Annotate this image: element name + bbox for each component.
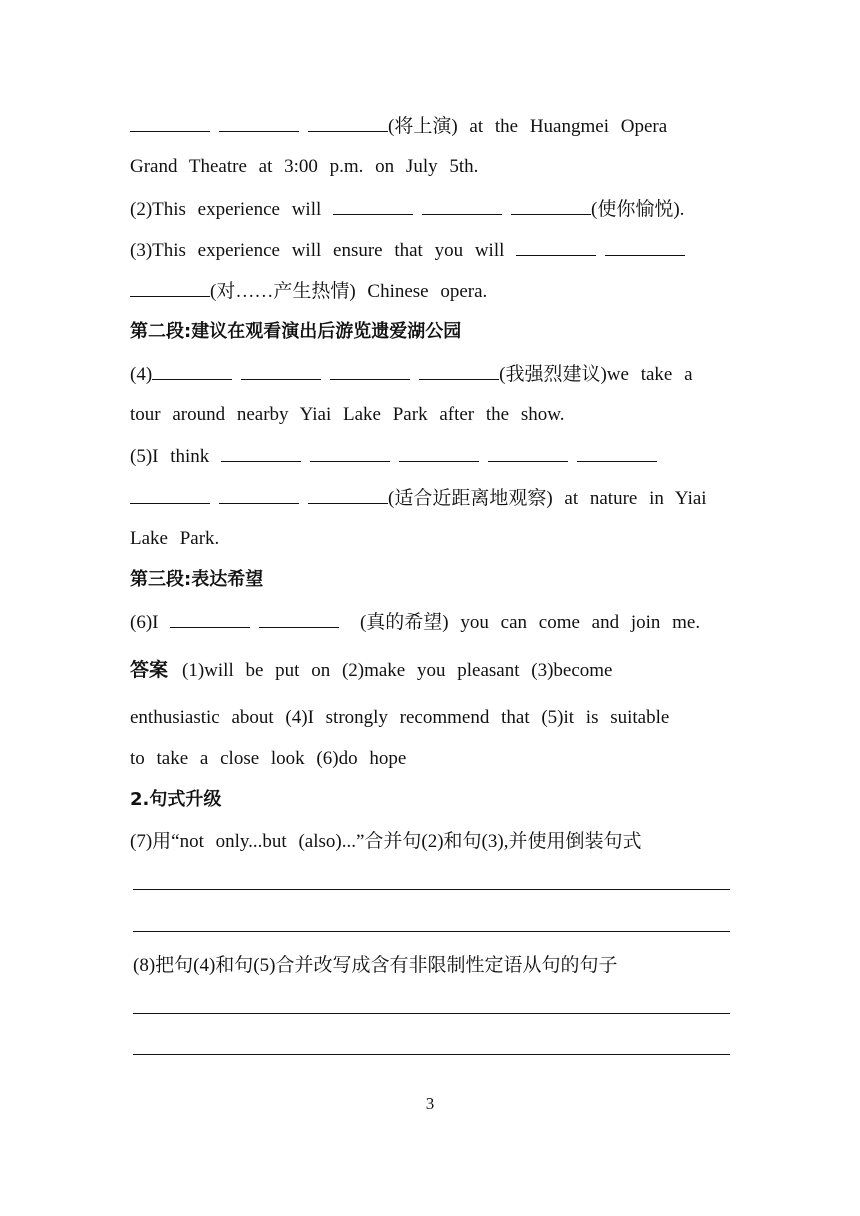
answer-line3: to take a close look (6)do hope	[130, 748, 407, 769]
answer-text: (1)will be put on (2)make you pleasant (3)become	[182, 660, 613, 681]
blank-field[interactable]	[308, 486, 388, 504]
q5-prefix: (5)I think	[130, 446, 210, 467]
blank-field[interactable]	[605, 238, 685, 256]
q2-hint: (使你愉悦).	[591, 199, 685, 220]
blank-field[interactable]	[130, 486, 210, 504]
q4-hint: (我强烈建议)we take a	[499, 364, 693, 385]
blank-field[interactable]	[419, 362, 499, 380]
page-number: 3	[425, 1094, 435, 1113]
q3-line	[130, 238, 685, 263]
blank-field[interactable]	[130, 279, 210, 297]
blank-field[interactable]	[152, 362, 232, 380]
q2-prefix: (2)This experience will	[130, 199, 322, 220]
blank-field[interactable]	[170, 610, 250, 628]
blank-field[interactable]	[130, 114, 210, 132]
q5-line	[130, 444, 657, 469]
q6-hint: (真的希望) you can come and join me.	[359, 612, 701, 633]
blank-field[interactable]	[399, 444, 479, 462]
q6-prefix: (6)I	[130, 612, 159, 633]
q7-prompt: (7)用“not only...but (also)...”合并句(2)和句(3),并使用倒装句式	[130, 831, 642, 852]
blank-field[interactable]	[577, 444, 657, 462]
q2-line	[130, 197, 684, 222]
section-title: 2.句式升级	[130, 789, 222, 810]
q4-prefix: (4)	[130, 364, 153, 385]
q6-line	[130, 610, 700, 635]
q1-line2: Grand Theatre at 3:00 p.m. on July 5th.	[130, 156, 479, 177]
answer-line1	[130, 658, 612, 683]
blank-field[interactable]	[422, 197, 502, 215]
blank-field[interactable]	[241, 362, 321, 380]
q4-line2: tour around nearby Yiai Lake Park after the show.	[130, 404, 565, 425]
answer-writing-line[interactable]	[133, 1013, 730, 1014]
blank-field[interactable]	[310, 444, 390, 462]
q3-line2	[130, 279, 487, 304]
answer-writing-line[interactable]	[133, 1054, 730, 1055]
q3-prefix: (3)This experience will ensure that you will	[130, 240, 505, 261]
q1-line	[130, 114, 667, 139]
blank-field[interactable]	[221, 444, 301, 462]
section-heading: 第二段:建议在观看演出后游览遗爱湖公园	[130, 321, 462, 342]
blank-field[interactable]	[219, 114, 299, 132]
section-heading: 第三段:表达希望	[130, 569, 264, 590]
blank-field[interactable]	[259, 610, 339, 628]
blank-field[interactable]	[308, 114, 388, 132]
q5-line2	[130, 486, 707, 511]
blank-field[interactable]	[333, 197, 413, 215]
blank-field[interactable]	[219, 486, 299, 504]
blank-field[interactable]	[511, 197, 591, 215]
answer-writing-line[interactable]	[133, 889, 730, 890]
q4-line	[130, 362, 693, 387]
q5-line3: Lake Park.	[130, 528, 220, 549]
answer-writing-line[interactable]	[133, 931, 730, 932]
blank-field[interactable]	[516, 238, 596, 256]
q5-hint: (适合近距离地观察) at nature in Yiai	[388, 488, 707, 509]
answer-line2: enthusiastic about (4)I strongly recommend that (5)it is suitable	[130, 707, 670, 728]
q1-hint: (将上演) at the Huangmei Opera	[388, 116, 668, 137]
blank-field[interactable]	[330, 362, 410, 380]
q8-prompt: (8)把句(4)和句(5)合并改写成含有非限制性定语从句的句子	[133, 955, 618, 976]
q3-hint: (对……产生热情) Chinese opera.	[210, 281, 488, 302]
blank-field[interactable]	[488, 444, 568, 462]
answer-label: 答案	[130, 659, 169, 681]
